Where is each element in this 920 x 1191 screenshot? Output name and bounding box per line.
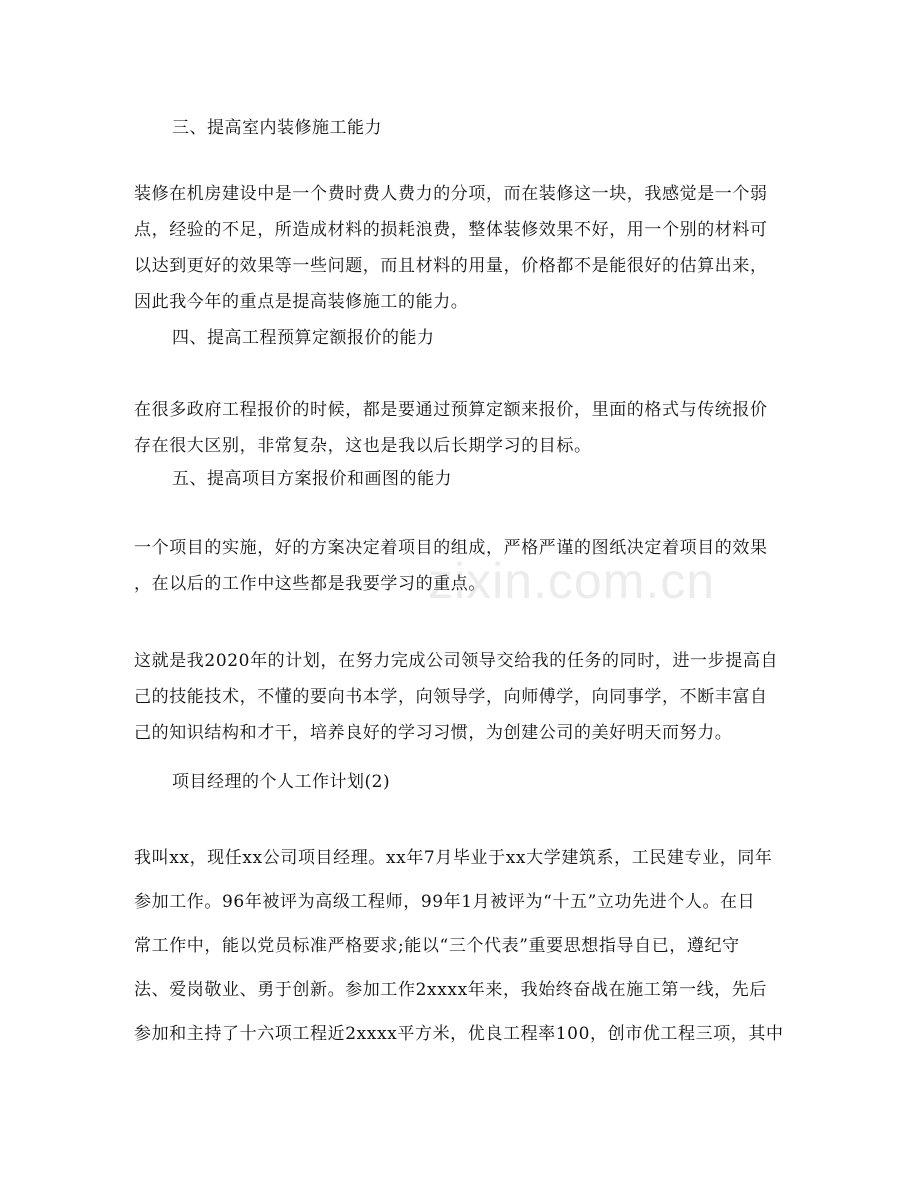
text-line: 这就是我2020年的计划，在努力完成公司领导交给我的任务的同时，进一步提高自 xyxy=(134,651,779,671)
text-line: 点，经验的不足，所造成材料的损耗浪费，整体装修效果不好，用一个别的材料可 xyxy=(134,220,768,240)
text-line: 法、爱岗敬业、勇于创新。参加工作2xxxx年来，我始终奋战在施工第一线，先后 xyxy=(134,980,767,1000)
text-line: ，在以后的工作中这些都是我要学习的重点。 xyxy=(134,574,486,594)
section-heading-3: 三、提高室内装修施工能力 xyxy=(172,118,382,138)
text-line: 一个项目的实施，好的方案决定着项目的组成，严格严谨的图纸决定着项目的效果 xyxy=(134,538,768,558)
text-line: 因此我今年的重点是提高装修施工的能力。 xyxy=(134,292,469,312)
section-body-5 xyxy=(134,530,794,602)
text-line: 己的技能技术，不懂的要向书本学，向领导学，向师傅学，向同事学，不断丰富自 xyxy=(134,687,768,707)
text-line: 我叫xx，现任xx公司项目经理。xx年7月毕业于xx大学建筑系，工民建专业，同年 xyxy=(134,848,773,868)
text-line: 常工作中，能以党员标准严格要求;能以“三个代表”重要思想指导自已，遵纪守 xyxy=(134,936,740,956)
section-heading-4: 四、提高工程预算定额报价的能力 xyxy=(172,328,435,348)
intro-paragraph xyxy=(134,836,794,1056)
text-line: 装修在机房建设中是一个费时费人费力的分项，而在装修这一块，我感觉是一个弱 xyxy=(134,184,768,204)
text-line: 参加工作。96年被评为高级工程师，99年1月被评为“十五”立功先进个人。在日 xyxy=(134,892,756,912)
section-body-4 xyxy=(134,392,794,464)
text-line: 在很多政府工程报价的时候，都是要通过预算定额来报价，里面的格式与传统报价 xyxy=(134,400,768,420)
plan-paragraph xyxy=(134,643,794,751)
text-line: 存在很大区别，非常复杂，这也是我以后长期学习的目标。 xyxy=(134,436,592,456)
text-line: 以达到更好的效果等一些问题，而且材料的用量，价格都不是能很好的估算出来， xyxy=(134,256,768,276)
document-title: 项目经理的个人工作计划(2) xyxy=(172,772,391,792)
section-body-3 xyxy=(134,176,794,320)
section-heading-5: 五、提高项目方案报价和画图的能力 xyxy=(172,469,452,489)
watermark: zixin.com.cn xyxy=(428,553,716,609)
text-line: 己的知识结构和才干，培养良好的学习习惯，为创建公司的美好明天而努力。 xyxy=(134,723,733,743)
text-line: 参加和主持了十六项工程近2xxxx平方米，优良工程率100，创市优工程三项，其中 xyxy=(134,1024,784,1044)
